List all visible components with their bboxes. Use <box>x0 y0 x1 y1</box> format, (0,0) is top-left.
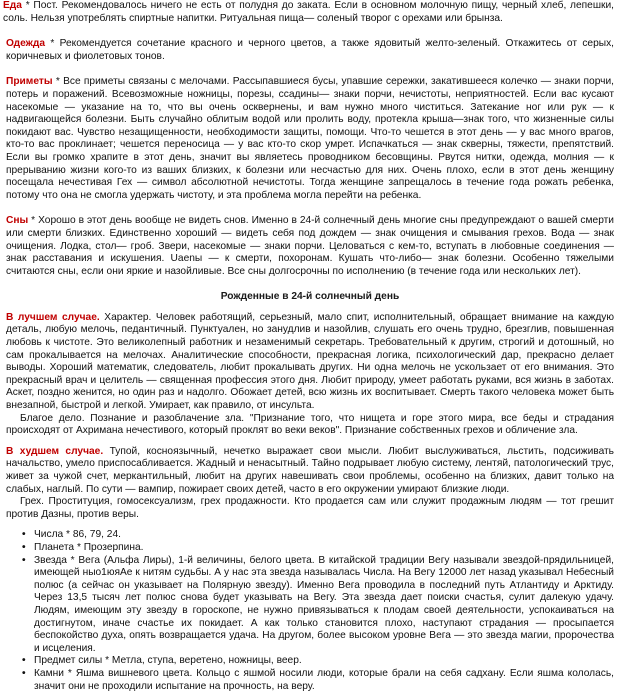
best-case-label: В лучшем случае. <box>6 311 100 323</box>
facts-list <box>0 529 620 693</box>
spacer <box>0 521 620 529</box>
food-text: * Пост. Рекомендовалось ничего не есть от полудня до заката. Если в основном молочную пищу, черный хлеб, лепешки, соль. Нельзя употреблять спиртные напитки. Ритуальная пища— соленый творог с орехами или брынза. <box>3 0 614 24</box>
bullet-icon: • <box>22 655 26 667</box>
spacer <box>0 25 620 38</box>
bullet-icon: • <box>22 667 26 679</box>
list-item <box>22 655 620 668</box>
section-title: Рожденные в 24-й солнечный день <box>220 291 400 303</box>
best-case-text: Характер. Человек работящий, серьезный, мало спит, исполнительный, обращает внимание на каждую деталь, любую мелочь, педантичный. Пунктуален, но занудлив и назойлив, слушать его очень трудно, брезглив, повышенная любовь к чистоте. Это великолепный работник и незаменимый секретарь. Требовательный к другим, строгий и дотошный, но сам прокалывается на мелочах. Аналитические способности, прекрасная логика, психологический дар, прекрасно делает выводы. Хороший математик, следователь, любит прокалывать других. Ни одна мелочь не ускользает от его внимания. Это прекрасный врач и целитель — священная профессия этого дня. Любит природу, умеет работать руками, вся жизнь в заботах. Аскет, поздно женится, но один раз и надолго. Обожает детей, всю жизнь их воспитывает. Смерть такого человека может быть внезапной, быстрой и легкой. Умирает, как правило, от инсульта. <box>6 311 614 412</box>
worst-case-paragraph <box>0 446 620 496</box>
fact-text: * Прозерпина. <box>74 541 144 553</box>
bullet-icon: • <box>22 554 26 566</box>
best-case-paragraph <box>0 312 620 413</box>
clothes-label: Одежда <box>6 38 46 50</box>
worst-case-text: Тупой, косноязычный, нечетко выражает свои мысли. Любит выслуживаться, льстить, подсиживать начальство, умело приспосабливается. Жадный и ненасытный. Тайно подрывает любую систему, лентяй, патологический трус, живет за чужой счет, меркантильный, любит на других навешивать свои проблемы, особенно на близких, давит только на слабых, наглый. По сути — вампир, пожирает своих детей, часто в его окружении умирают близкие люди. <box>6 445 614 495</box>
dreams-paragraph <box>0 215 620 278</box>
omens-label: Приметы <box>6 76 53 88</box>
fact-text: * 86, 79, 24. <box>63 529 121 541</box>
dreams-text: * Хорошо в этот день вообще не видеть снов. Именно в 24-й солнечный день многие сны предупреждают о вашей смерти или смерти близких. Единственно хороший — видеть себя под дождем — знак очищения и смывания грехов. Вода — знак очищения. Лодка, стол— гроб. Звери, насекомые — знаки порчи. Целоваться с кем-то, вступать в любовные соединения — знак расставания и искушения. Uaenы — к смерти, похоронам. Кушать что-либо— знак болезни. Особенно тяжелыми считаются сны, если они яркие и назойливые. Все сны долгосрочны по исполнению (в течение года или нескольких лет). <box>6 215 614 277</box>
fact-label: Числа <box>34 529 64 541</box>
worst-case-label: В худшем случае. <box>6 445 104 457</box>
good-deed-paragraph: Благое дело. Познание и разоблачение зла. "Признание того, что нищета и горе этого мира, все беды и страдания происходят от Ахримана нечестивого, который проклят во веки веков". Признание собственных грехов и обличение зла. <box>6 412 614 437</box>
food-paragraph <box>0 0 620 25</box>
bullet-icon: • <box>22 541 26 553</box>
bullet-icon: • <box>22 529 26 541</box>
spacer <box>0 63 620 76</box>
list-item <box>22 667 620 693</box>
clothes-text: * Рекомендуется сочетание красного и черного цветов, а также ядовитый желто-зеленый. Откажитесь от серых, коричневых и фиолетовых тонов. <box>6 38 614 62</box>
fact-label: Звезда <box>34 554 67 566</box>
fact-text: * Вега (Альфа Лиры), 1-й величины, белого цвета. В китайской традиции Вегу называли звездой-прядильницей, имеющей ныо1юяАе к нитям судьбы. А у нас эта звезда называлась Числа. На Вегу 12000 лет назад указывал Небесный полюс (а сейчас он указывает на Полярную звезду). Именно Вега проводила в последний путь Атлантиду и Арктиду. Через 13,5 тысяч лет полюс снова будет указывать на Вегу. Эта звезда дает поиски счастья, сулит далекую удачу. Людям, имеющим эту звезду в гороскопе, не нужно привязываться к плодам своей деятельности, успокаиваться на достигнутом, иначе счастье их покидает. А как только становится плохо, наступают страдания — просыпается беспокойство духа, опять возвращается удача. На другом, более высоком уровне Вега — это звезда магии, пророчества и исцеления. <box>34 554 614 654</box>
omens-paragraph <box>0 76 620 202</box>
omens-text: * Все приметы связаны с мелочами. Рассыпавшиеся бусы, упавшие сережки, закатившееся колечко — знаки порчи, потерь и поражений. Всевозможные ножницы, порезы, ссадины— знаки порчи, нечистоты, неприятностей. Если вас кусают насекомые — указание на то, что вы очень осквернены, и вам нужно много чиститься. Затекание ног или рук — к надвигающейся болезни. Быть случайно облитым водой или пролить воду, протекла крыша—знак того, что жизненные силы покидают вас. Чувство незащищенности, необходимости защиты, помощи. Что-то чешется в этот день — у вас много врагов, кто-то вас проклинает; чешется переносица — у вас кто-то скор умрет. Испачкаться — знак скверны, тяжести, препятствий. Если вы громко храпите в этот день, значит вы являетесь проводником бесовщины. Рвутся нитки, одежда, молния — к прерыванию жизни кого-то из ваших близких, к болезни или несчастью для них. Очень плохо, если в этот день женщину посещала нечестивая Гех — символ абсолютной нечистоты. Тогда женщине запрещалось в течение года рожать ребенка, потому что она не смогла удержать чистоту, и эта проблема могла перейти на ребенка. <box>6 76 614 201</box>
clothes-paragraph <box>0 38 620 63</box>
list-item <box>22 554 620 656</box>
fact-label: Предмет силы <box>34 655 103 667</box>
spacer <box>0 304 620 312</box>
dreams-label: Сны <box>6 215 29 227</box>
spacer <box>0 278 620 291</box>
fact-text: * Метла, ступа, веретено, ножницы, веер. <box>102 655 302 667</box>
spacer <box>0 202 620 215</box>
fact-label: Планета <box>34 541 75 553</box>
sin-paragraph: Грех. Проституция, гомосексуализм, грех продажности. Кто продается сам или служит продажным людям — тот грешит против Дазны, против веры. <box>6 496 614 520</box>
spacer <box>0 438 620 446</box>
fact-text: * Яшма вишневого цвета. Кольцо с яшмой носили люди, которые брали на себя садханy. Если яшма кололась, значит они не проходили испытание на прочность, на веру. <box>34 667 614 692</box>
fact-label: Камни <box>34 667 64 679</box>
food-label: Еда <box>3 0 22 11</box>
list-item <box>22 541 620 555</box>
list-item <box>22 529 620 542</box>
